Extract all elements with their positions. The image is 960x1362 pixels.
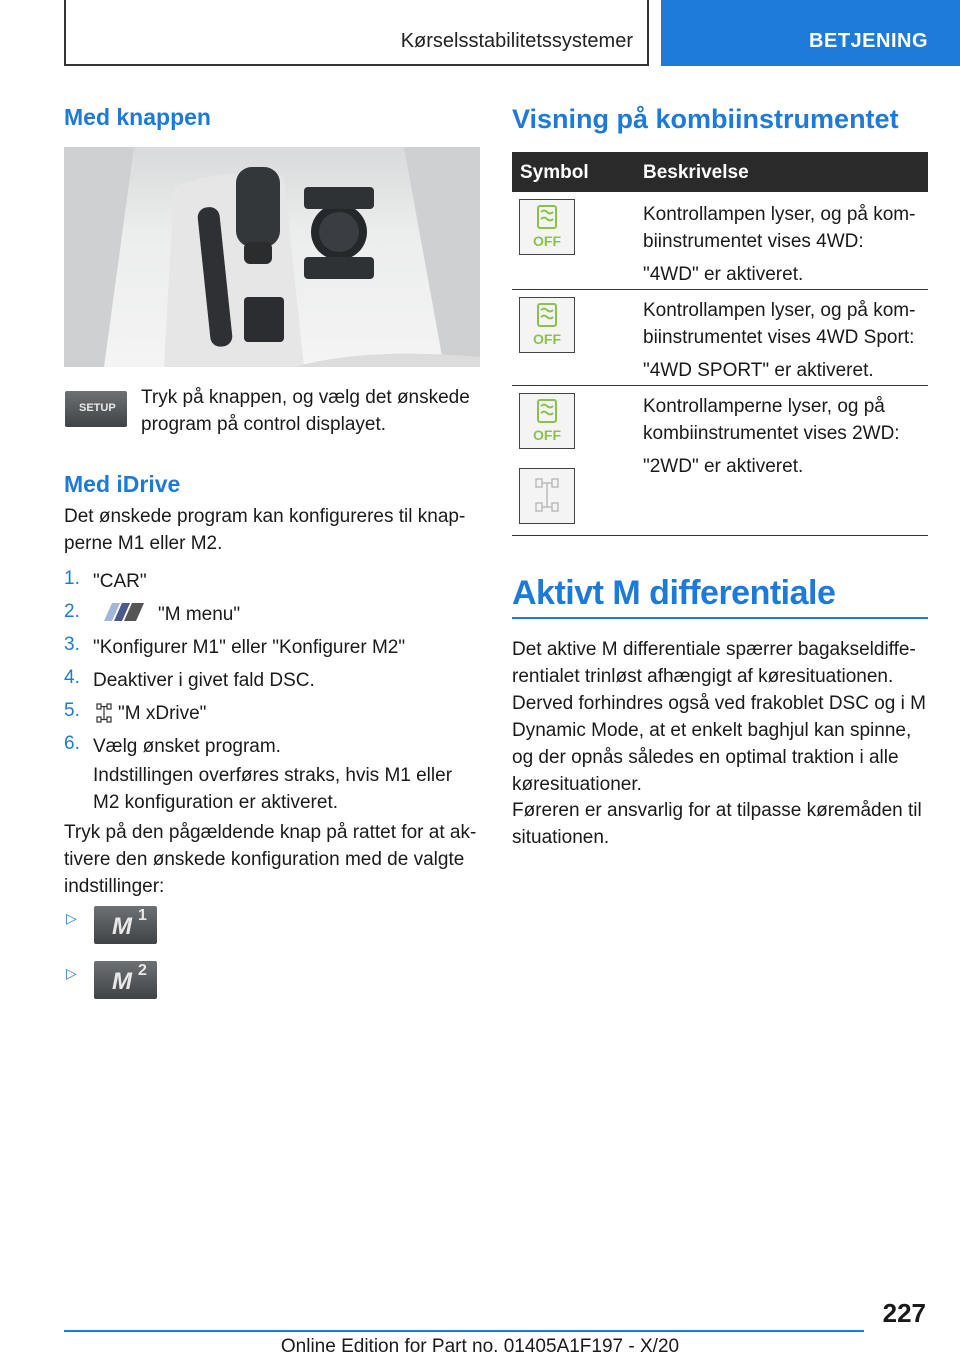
row-3-line-1: Kontrollamperne lyser, og på kombiinstrumentet vises 2WD: xyxy=(643,396,900,444)
2wd-off-lamp-icon xyxy=(519,393,575,449)
4wd-off-lamp-icon xyxy=(519,199,575,255)
m2-button-image xyxy=(94,961,157,999)
wheel-button-text: Tryk på den pågældende knap på rattet for at ak-tivere den ønskede konfiguration med de valgte indstillinger: xyxy=(64,822,477,897)
m1-sup: 1 xyxy=(138,907,147,924)
header-section-title: Kørselsstabilitetssystemer xyxy=(400,30,633,52)
xdrive-icon xyxy=(96,703,112,723)
center-console-photo xyxy=(64,147,480,367)
heading-aktivt-m-differentiale: Aktivt M differentiale xyxy=(512,574,836,612)
step-text: "Konfigurer M1" eller "Konfigurer M2" xyxy=(93,637,406,658)
step-text: "M menu" xyxy=(158,604,241,625)
step-text: "M xDrive" xyxy=(118,703,207,724)
row-2-line-1: Kontrollampen lyser, og på kom-biinstrumentet vises 4WD Sport: xyxy=(643,300,916,348)
off-label: OFF xyxy=(533,427,561,443)
table-row-divider xyxy=(512,385,928,386)
m-stripes-icon xyxy=(100,603,148,621)
table-header-row xyxy=(512,152,928,192)
step-number: 5. xyxy=(64,700,80,721)
header-section-tab xyxy=(64,0,649,66)
idrive-intro: Det ønskede program kan konfigureres til knap-perne M1 eller M2. xyxy=(64,506,466,554)
diff-paragraph-1: Det aktive M differentiale spærrer bagakseldiffe-rentialet trinløst afhængigt af køresituationen. Derved forhindres også ved frakoblet DSC og i M Dynamic Mode, at et enkelt baghjul kan spinne, og der opnås således en optimal traktion i alle køresituationer. xyxy=(512,639,926,795)
bullet-triangle-icon: ▷ xyxy=(66,965,77,981)
2wd-drivetrain-icon xyxy=(519,468,575,524)
row-2-line-2: "4WD SPORT" er aktiveret. xyxy=(643,360,874,381)
m1-letter: M xyxy=(112,913,132,940)
heading-med-knappen: Med knappen xyxy=(64,104,211,130)
step-number: 3. xyxy=(64,634,80,655)
footer-edition: Online Edition for Part no. 01405A1F197 - X/20 xyxy=(280,1336,680,1357)
step-text: Vælg ønsket program. xyxy=(93,736,281,757)
row-1-line-1: Kontrollampen lyser, og på kom-biinstrumentet vises 4WD: xyxy=(643,204,916,252)
m2-letter: M xyxy=(112,968,132,995)
table-bottom-rule xyxy=(512,535,928,536)
heading-visning: Visning på kombiinstrumentet xyxy=(512,104,899,134)
console-illustration xyxy=(64,147,480,367)
diff-paragraph-2: Føreren er ansvarlig for at tilpasse køremåden til situationen. xyxy=(512,800,922,848)
page-number: 227 xyxy=(882,1298,926,1328)
off-label: OFF xyxy=(533,331,561,347)
row-1-description xyxy=(643,201,928,288)
row-2-description xyxy=(643,297,928,384)
table-row-divider xyxy=(512,289,928,290)
header-chapter-tab xyxy=(661,0,960,66)
step-number: 4. xyxy=(64,667,80,688)
table-header-description: Beskrivelse xyxy=(643,162,749,183)
heading-underline xyxy=(512,617,928,619)
step-number: 2. xyxy=(64,601,80,622)
m2-sup: 2 xyxy=(138,962,147,979)
step-number: 6. xyxy=(64,733,80,754)
off-label: OFF xyxy=(533,233,561,249)
setup-button-image xyxy=(65,391,127,427)
table-header-symbol: Symbol xyxy=(520,162,589,183)
step-number: 1. xyxy=(64,568,80,589)
setup-button-label: SETUP xyxy=(79,402,116,414)
step-6-note: Indstillingen overføres straks, hvis M1 eller M2 konfiguration er aktiveret. xyxy=(93,765,453,813)
row-3-line-2: "2WD" er aktiveret. xyxy=(643,456,804,477)
step-text: "CAR" xyxy=(93,571,147,592)
m1-button-image xyxy=(94,906,157,944)
footer-rule xyxy=(64,1330,864,1332)
setup-instruction: Tryk på knappen, og vælg det ønskede program på control displayet. xyxy=(141,387,470,435)
row-1-line-2: "4WD" er aktiveret. xyxy=(643,264,804,285)
header-chapter-title: BETJENING xyxy=(809,30,928,52)
bullet-triangle-icon: ▷ xyxy=(66,910,77,926)
4wd-sport-off-lamp-icon xyxy=(519,297,575,353)
row-3-description xyxy=(643,393,928,480)
step-text: Deaktiver i givet fald DSC. xyxy=(93,670,315,691)
heading-med-idrive: Med iDrive xyxy=(64,471,181,497)
